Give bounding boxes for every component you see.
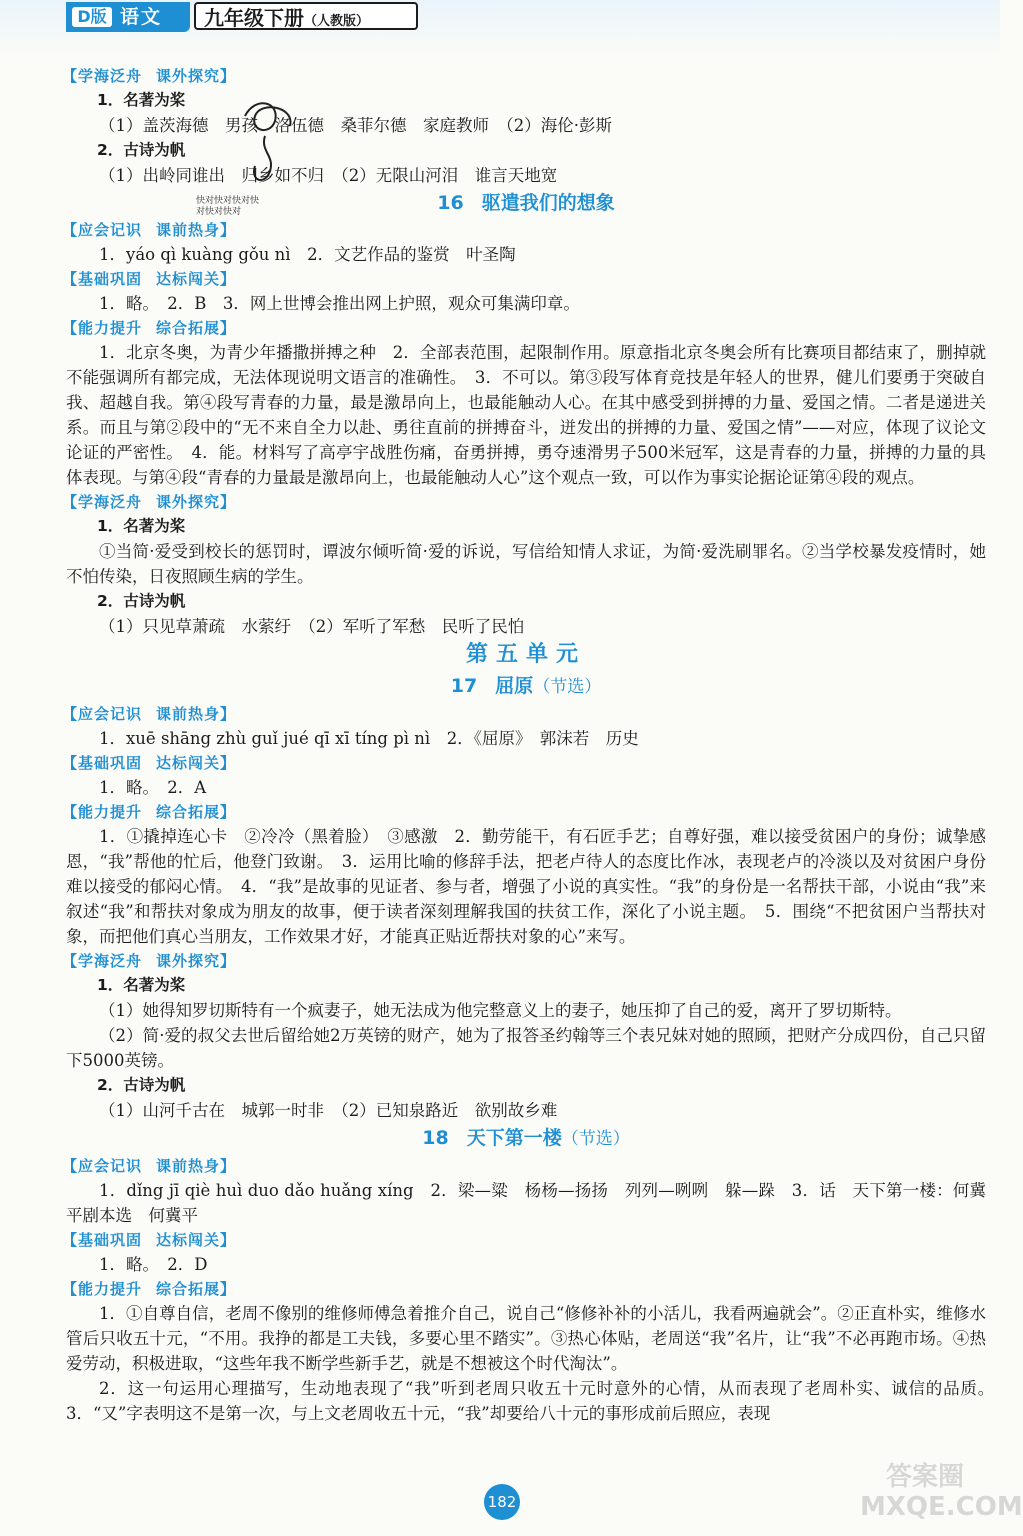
section-tag: 【应会记识 课前热身】: [62, 705, 237, 723]
item-heading: 1．名著为桨: [97, 517, 186, 535]
grade-label: [194, 2, 418, 30]
item-heading: 2．古诗为帆: [97, 141, 186, 159]
section-tag: 【应会记识 课前热身】: [62, 1157, 237, 1175]
item-heading: 1．名著为桨: [97, 976, 186, 994]
section-tag: 【应会记识 课前热身】: [62, 221, 237, 239]
section-tag: 【学海泛舟 课外探究】: [62, 493, 237, 511]
answer-text: 2．这一句运用心理描写，生动地表现了“我”听到老周只收五十元时意外的心情，从而表现了老周朴实、诚信的品质。 3．“又”字表明这不是第一次，与上文老周收五十元，“我”却要给八十元的事形成前后照应，表现: [66, 1379, 1003, 1423]
section-tag: 【学海泛舟 课外探究】: [62, 952, 237, 970]
edition-text: （人教版）: [304, 14, 370, 29]
answer-text: （1）盖茨海德 男孩 洛伍德 桑菲尔德 家庭教师 （2）海伦·彭斯: [99, 116, 612, 135]
version-badge: D版: [72, 7, 112, 27]
page-number: 182: [484, 1484, 520, 1520]
lesson-title: 18 天下第一楼（节选）: [422, 1127, 630, 1149]
grade-text: 九年级下册: [204, 6, 304, 30]
section-tag: 【基础巩固 达标闯关】: [62, 1231, 237, 1249]
answer-text: 1．xuē shāng zhù guǐ jué qī xī tíng pì nì 2．《屈原》 郭沫若 历史: [99, 729, 639, 748]
answer-text: 1．①撬掉连心卡 ②冷冷（黑着脸） ③感激 2．勤劳能干，有石匠手艺；自尊好强，难以接受贫困户的身份；诚挚感恩，“我”帮他的忙后，他登门致谢。 3．运用比喻的修辞手法，把老卢待人的态度比作冰，表现老卢的冷淡以及对贫困户身份难以接受的郁闷心情。 4．“我”是故事的见证者、参与者，增强了小说的真实性。“我”的身份是一名帮扶干部，小说由“我”来叙述“我”和帮扶对象成为朋友的故事，便于读者深刻理解我国的扶贫工作，深化了小说主题。 5．围绕“不把贫困户当帮扶对象，而把他们真心当朋友，工作效果才好，才能真正贴近帮扶对象的心”来写。: [66, 827, 986, 946]
section-tag: 【能力提升 综合拓展】: [62, 1280, 237, 1298]
answer-text: （2）简·爱的叔父去世后留给她2万英镑的财产，她为了报答圣约翰等三个表兄妹对她的照顾，把财产分成四份，自己只留下5000英镑。: [66, 1026, 986, 1070]
answer-text: （1）出岭同谁出 归乡如不归 （2）无限山河泪 谁言天地宽: [99, 166, 558, 185]
answer-text: ①当简·爱受到校长的惩罚时，谭波尔倾听简·爱的诉说，写信给知情人求证，为简·爱洗刷罪名。②当学校暴发疫情时，她不怕传染，日夜照顾生病的学生。: [66, 542, 986, 586]
lesson-title: 16 驱遣我们的想象: [437, 192, 615, 214]
section-tag: 【学海泛舟 课外探究】: [62, 67, 237, 85]
answer-content: [62, 64, 1003, 1426]
answer-text: （1）她得知罗切斯特有一个疯妻子，她无法成为他完整意义上的妻子，她压抑了自己的爱，离开了罗切斯特。: [99, 1001, 902, 1020]
item-heading: 2．古诗为帆: [97, 1076, 186, 1094]
subject-label: 语文: [120, 6, 163, 28]
answer-text: 1．略。 2．D: [99, 1255, 208, 1274]
header-subject-badge: [66, 2, 190, 32]
section-tag: 【基础巩固 达标闯关】: [62, 754, 237, 772]
answer-text: 1．①自尊自信，老周不像别的维修师傅急着推介自己，说自己“修修补补的小活儿，我看两遍就会”。②正直朴实，维修水管后只收五十元，“不用。我挣的都是工夫钱，多要心里不踏实”。③热心体贴，老周送“我”名片，让“我”不必再跑市场。④热爱劳动，积极进取，“这些年我不断学些新手艺，就是不想被这个时代淘汰”。: [66, 1304, 986, 1373]
watermark: 答案圈 MXQE.COM: [860, 1462, 1023, 1522]
answer-text: （1）山河千古在 城郭一时非 （2）已知泉路近 欲别故乡难: [99, 1101, 558, 1120]
answer-text: 1．dǐng jī qiè huì duo dǎo huǎng xíng 2．梁—粱 杨杨—扬扬 列列—咧咧 躲—跺 3．话 天下第一楼：何冀平剧本选 何冀平: [66, 1181, 986, 1225]
answer-text: 1．北京冬奥，为青少年播撒拼搏之种 2．全部表范围，起限制作用。原意指北京冬奥会所有比赛项目都结束了，删掉就不能强调所有都完成，无法体现说明文语言的准确性。 3．不可以。第③段写体育竞技是年轻人的世界，健儿们要勇于突破自我、超越自我。第④段写青春的力量，最是激昂向上，也最能触动人心。在其中感受到拼搏的力量、爱国之情。二者是递进关系。而且与第②段中的“无不来自全力以赴、勇往直前的拼搏奋斗，迸发出的拼搏的力量、爱国之情”——对应，体现了议论文论证的严密性。 4．能。材料写了高亭宇战胜伤痛，奋勇拼搏，勇夺速滑男子500米冠军，这是青春的力量，拼搏的力量的具体表现。与第④段“青春的力量最是激昂向上，也最能触动人心”这个观点一致，可以作为事实论据论证第④段的观点。: [66, 343, 986, 487]
section-tag: 【能力提升 综合拓展】: [62, 319, 237, 337]
section-tag: 【基础巩固 达标闯关】: [62, 270, 237, 288]
lesson-title: 17 屈原（节选）: [450, 675, 602, 697]
handwritten-note: 快对快对快对快对快对快对: [196, 196, 260, 217]
item-heading: 2．古诗为帆: [97, 592, 186, 610]
answer-text: （1）只见草萧疏 水萦纡 （2）军听了军愁 民听了民怕: [99, 617, 525, 636]
answer-text: 1．略。 2．B 3．网上世博会推出网上护照，观众可集满印章。: [99, 294, 580, 313]
answer-text: 1．略。 2．A: [99, 778, 207, 797]
answer-text: 1．yáo qì kuàng gǒu nì 2．文艺作品的鉴赏 叶圣陶: [99, 245, 516, 264]
unit-title: 第五单元: [465, 642, 586, 667]
item-heading: 1．名著为桨: [97, 91, 186, 109]
section-tag: 【能力提升 综合拓展】: [62, 803, 237, 821]
